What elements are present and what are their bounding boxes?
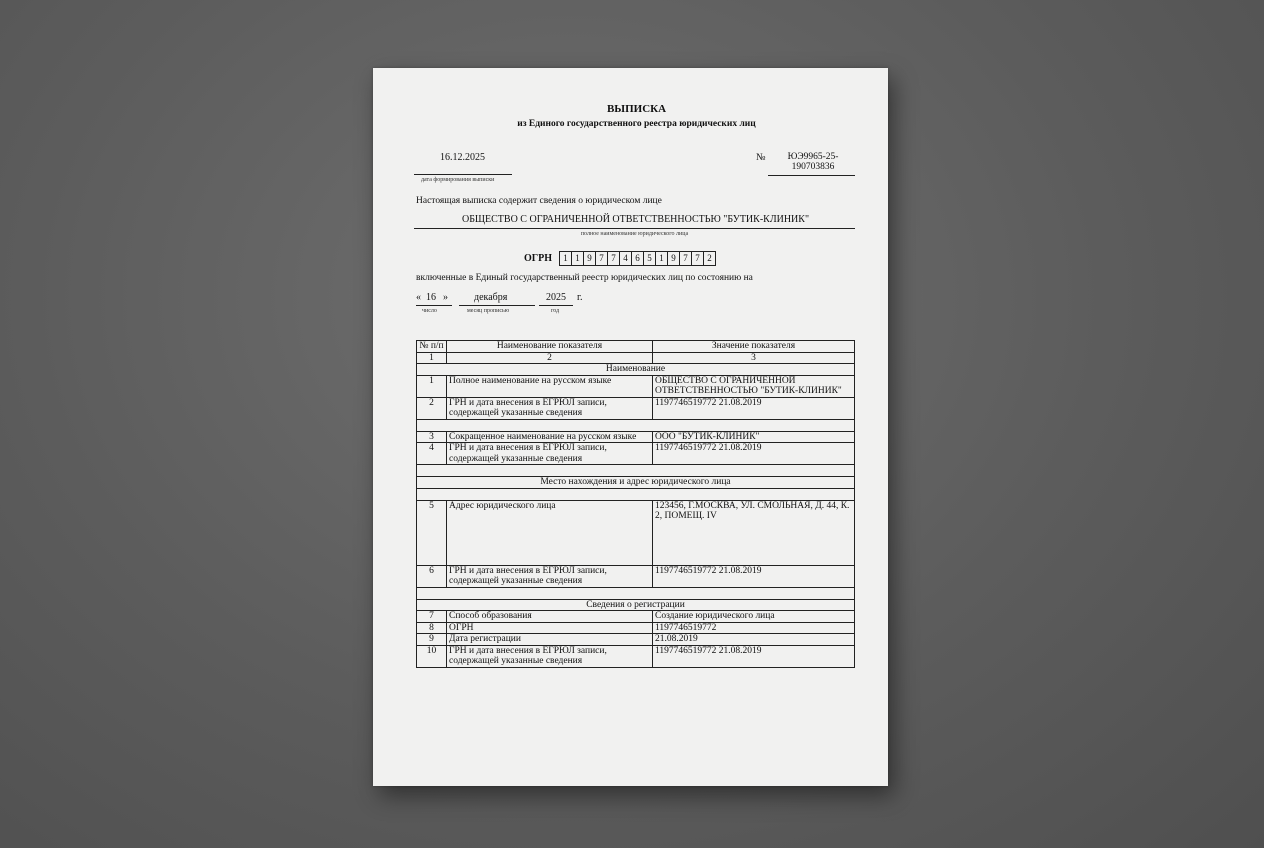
ogrn-digit: 9 [583, 251, 596, 266]
ogrn-digit: 5 [643, 251, 656, 266]
ogrn-digit-boxes [560, 251, 716, 266]
row-number: 5 [417, 500, 447, 565]
table-row [417, 645, 855, 667]
ogrn-digit: 7 [595, 251, 608, 266]
day-underline [416, 305, 452, 306]
empty-cell [417, 587, 855, 599]
row-number: 1 [417, 375, 447, 397]
section-title: Сведения о регистрации [417, 599, 855, 611]
ogrn-digit: 1 [571, 251, 584, 266]
empty-row [417, 488, 855, 500]
company-underline [414, 228, 855, 229]
table-row [417, 622, 855, 634]
row-number: 8 [417, 622, 447, 634]
number-underline [768, 175, 855, 176]
ogrn-digit: 7 [691, 251, 704, 266]
document-page [373, 68, 888, 786]
year-value: 2025 [546, 292, 566, 303]
number-label: № [756, 152, 766, 163]
year-suffix: г. [577, 292, 583, 303]
table-row [417, 443, 855, 465]
row-name: ГРН и дата внесения в ЕГРЮЛ записи, содержащей указанные сведения [447, 443, 653, 465]
empty-row [417, 587, 855, 599]
section-row [417, 477, 855, 489]
ogrn-digit: 7 [607, 251, 620, 266]
ogrn-digit: 1 [559, 251, 572, 266]
ogrn-label: ОГРН [524, 253, 553, 264]
row-value: 1197746519772 21.08.2019 [653, 443, 855, 465]
header-cell: Значение показателя [653, 341, 855, 353]
header-num-cell: 1 [417, 352, 447, 364]
ogrn-digit: 4 [619, 251, 632, 266]
row-name: ГРН и дата внесения в ЕГРЮЛ записи, содержащей указанные сведения [447, 565, 653, 587]
table-row [417, 397, 855, 419]
table-row [417, 431, 855, 443]
header-num-cell: 3 [653, 352, 855, 364]
row-value: 1197746519772 21.08.2019 [653, 645, 855, 667]
empty-row [417, 419, 855, 431]
row-value: 1197746519772 [653, 622, 855, 634]
ogrn-digit: 2 [703, 251, 716, 266]
row-number: 4 [417, 443, 447, 465]
header-cell: № п/п [417, 341, 447, 353]
table-header-num-row [417, 352, 855, 364]
header-cell: Наименование показателя [447, 341, 653, 353]
day-caption: число [422, 308, 437, 314]
row-name: ГРН и дата внесения в ЕГРЮЛ записи, содержащей указанные сведения [447, 397, 653, 419]
header-num-cell: 2 [447, 352, 653, 364]
table-row [417, 634, 855, 646]
table-row [417, 375, 855, 397]
company-name: ОБЩЕСТВО С ОГРАНИЧЕННОЙ ОТВЕТСТВЕННОСТЬЮ "БУТИК-КЛИНИК" [461, 214, 810, 225]
empty-cell [417, 419, 855, 431]
row-value: 1197746519772 21.08.2019 [653, 397, 855, 419]
row-value: 123456, Г.МОСКВА, УЛ. СМОЛЬНАЯ, Д. 44, К. 2, ПОМЕЩ. IV [653, 500, 855, 565]
row-value: Создание юридического лица [653, 611, 855, 623]
document-subtitle: из Единого государственного реестра юридических лиц [517, 119, 756, 129]
table-row [417, 611, 855, 623]
row-name: Способ образования [447, 611, 653, 623]
year-underline [539, 305, 573, 306]
row-name: ОГРН [447, 622, 653, 634]
row-value: ОБЩЕСТВО С ОГРАНИЧЕННОЙ ОТВЕТСТВЕННОСТЬЮ "БУТИК-КЛИНИК" [653, 375, 855, 397]
ogrn-digit: 9 [667, 251, 680, 266]
row-number: 7 [417, 611, 447, 623]
day-value: 16 [426, 292, 436, 303]
day-open-quote: « [416, 292, 421, 303]
row-name: ГРН и дата внесения в ЕГРЮЛ записи, содержащей указанные сведения [447, 645, 653, 667]
ogrn-digit: 7 [679, 251, 692, 266]
document-title: ВЫПИСКА [606, 103, 667, 115]
empty-row [417, 465, 855, 477]
company-caption: полное наименование юридического лица [580, 231, 689, 237]
extract-table [416, 340, 855, 668]
month-underline [459, 305, 535, 306]
table-row [417, 500, 855, 565]
section-title: Наименование [417, 364, 855, 376]
empty-cell [417, 465, 855, 477]
date-caption: дата формирования выписки [421, 177, 495, 183]
formation-date: 16.12.2025 [440, 152, 485, 163]
section-row [417, 364, 855, 376]
month-value: декабря [474, 292, 508, 303]
ogrn-digit: 6 [631, 251, 644, 266]
table-header-row [417, 341, 855, 353]
month-caption: месяц прописью [467, 308, 510, 314]
number-value: ЮЭ9965-25-190703836 [787, 152, 839, 172]
day-close-quote: » [443, 292, 448, 303]
section-row [417, 599, 855, 611]
date-underline [414, 174, 512, 175]
row-value: ООО "БУТИК-КЛИНИК" [653, 431, 855, 443]
row-name: Дата регистрации [447, 634, 653, 646]
row-name: Полное наименование на русском языке [447, 375, 653, 397]
row-number: 2 [417, 397, 447, 419]
row-number: 10 [417, 645, 447, 667]
row-number: 6 [417, 565, 447, 587]
row-number: 3 [417, 431, 447, 443]
row-name: Сокращенное наименование на русском языке [447, 431, 653, 443]
row-value: 1197746519772 21.08.2019 [653, 565, 855, 587]
row-number: 9 [417, 634, 447, 646]
row-name: Адрес юридического лица [447, 500, 653, 565]
ogrn-digit: 1 [655, 251, 668, 266]
section-title: Место нахождения и адрес юридического лица [417, 477, 855, 489]
empty-cell [417, 488, 855, 500]
intro-text: Настоящая выписка содержит сведения о юридическом лице [416, 196, 662, 206]
row-value: 21.08.2019 [653, 634, 855, 646]
year-caption: год [551, 308, 560, 314]
table-row [417, 565, 855, 587]
state-text: включенные в Единый государственный реестр юридических лиц по состоянию на [416, 273, 753, 283]
